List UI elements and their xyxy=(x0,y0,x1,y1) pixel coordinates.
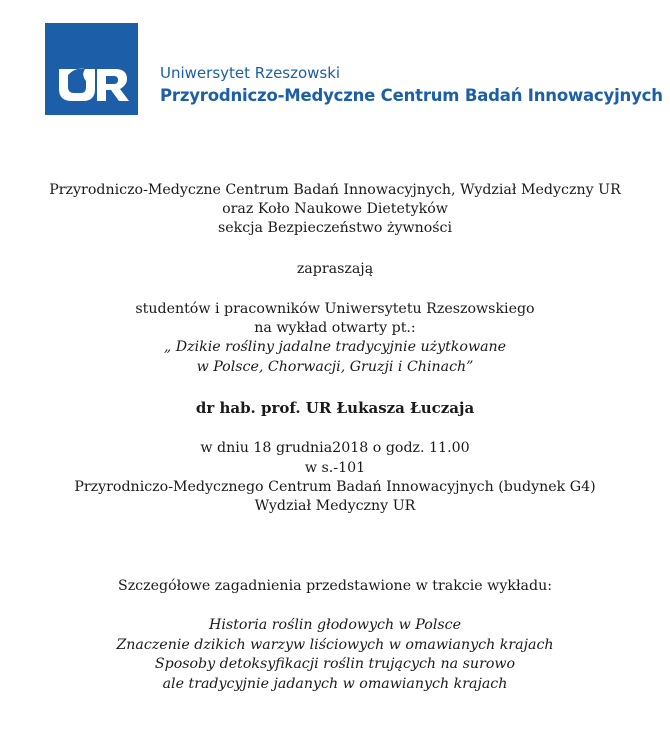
invite-text: zapraszają xyxy=(296,261,374,277)
organizers-line-1: Przyrodniczo-Medyczne Centrum Badań Innowacyjnych, Wydział Medyczny UR xyxy=(49,182,621,198)
audience-line-2: na wykład otwarty pt.: xyxy=(254,320,416,336)
ur-logo-icon xyxy=(45,23,138,115)
organizers-line-3: sekcja Bezpieczeństwo żywności xyxy=(217,220,453,236)
topic-item: Znaczenie dzikich warzyw liściowych w omawianych krajach xyxy=(116,637,554,653)
topic-item: ale tradycyjnie jadanych w omawianych krajach xyxy=(162,676,508,692)
topic-item: Sposoby detoksyfikacji roślin trujących na surowo xyxy=(154,656,516,672)
topic-item: Historia roślin głodowych w Polsce xyxy=(209,617,461,633)
room-line: w s.-101 xyxy=(304,460,366,476)
speaker-name: dr hab. prof. UR Łukasza Łuczaja xyxy=(195,399,475,417)
organizers-line-2: oraz Koło Naukowe Dietetyków xyxy=(222,201,448,217)
faculty-line: Wydział Medyczny UR xyxy=(254,498,416,514)
lecture-title-line-1: „ Dzikie rośliny jadalne tradycyjnie użytkowane xyxy=(163,339,507,355)
audience-line-1: studentów i pracowników Uniwersytetu Rzeszowskiego xyxy=(135,301,535,317)
topics-heading: Szczegółowe zagadnienia przedstawione w trakcie wykładu: xyxy=(117,578,552,594)
university-name: Uniwersytet Rzeszowski xyxy=(160,64,341,82)
research-center-name: Przyrodniczo-Medyczne Centrum Badań Innowacyjnych xyxy=(160,86,663,105)
building-line: Przyrodniczo-Medycznego Centrum Badań Innowacyjnych (budynek G4) xyxy=(74,479,596,495)
university-logo xyxy=(45,23,138,115)
lecture-title-line-2: w Polsce, Chorwacji, Gruzji i Chinach” xyxy=(196,359,474,375)
date-line: w dniu 18 grudnia2018 o godz. 11.00 xyxy=(200,440,470,456)
